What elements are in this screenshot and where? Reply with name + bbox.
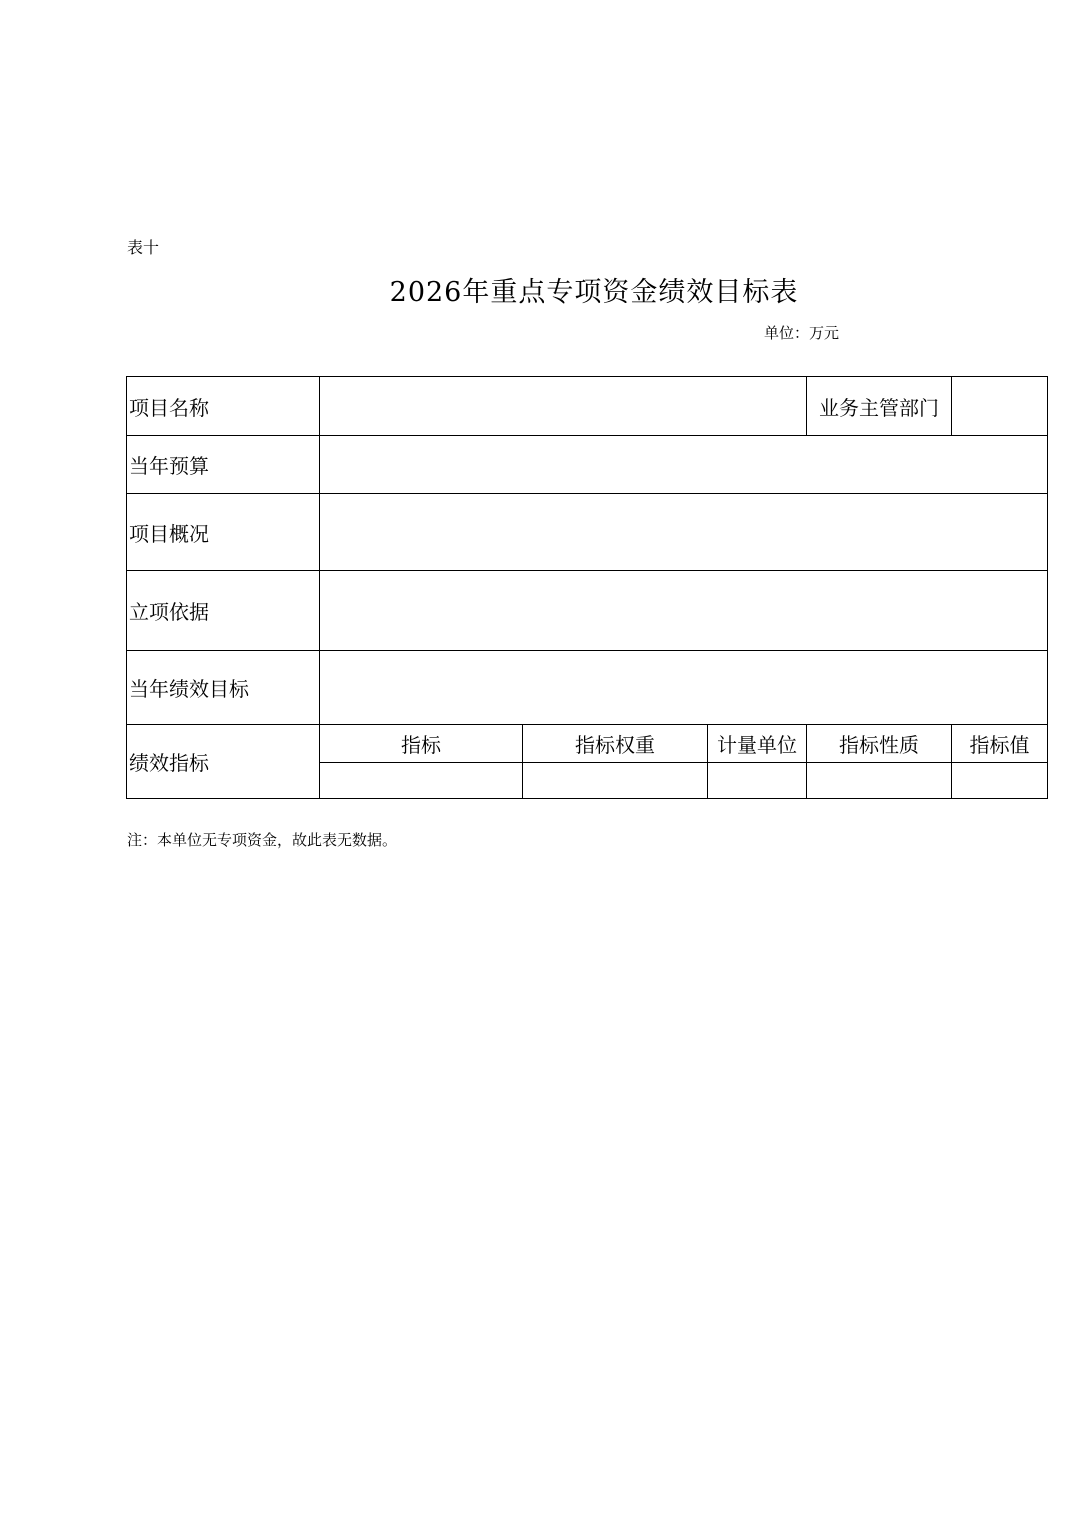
indicator-cell — [320, 763, 523, 799]
indicators-label: 绩效指标 — [127, 725, 320, 799]
budget-cell — [320, 436, 1048, 494]
project-name-cell — [320, 377, 807, 436]
nature-cell — [807, 763, 952, 799]
table-number-label: 表十 — [127, 238, 160, 257]
goal-label: 当年绩效目标 — [127, 651, 320, 725]
table-row — [127, 436, 1048, 494]
table-row — [127, 651, 1048, 725]
overview-cell — [320, 494, 1048, 571]
indicator-weight-column-header: 指标权重 — [523, 725, 708, 763]
table-row — [127, 377, 1048, 436]
table-row — [127, 571, 1048, 651]
department-cell — [952, 377, 1048, 436]
unit-column-header: 计量单位 — [708, 725, 807, 763]
page-title: 2026年重点专项资金绩效目标表 — [389, 277, 799, 308]
goal-cell — [320, 651, 1048, 725]
value-column-header: 指标值 — [952, 725, 1048, 763]
performance-target-table — [126, 376, 1048, 799]
table-row — [127, 725, 1048, 763]
unit-cell — [708, 763, 807, 799]
nature-column-header: 指标性质 — [807, 725, 952, 763]
unit-label: 单位：万元 — [764, 324, 840, 342]
indicator-weight-cell — [523, 763, 708, 799]
indicator-column-header: 指标 — [320, 725, 523, 763]
overview-label: 项目概况 — [127, 494, 320, 571]
project-name-label: 项目名称 — [127, 377, 320, 436]
basis-cell — [320, 571, 1048, 651]
basis-label: 立项依据 — [127, 571, 320, 651]
footnote: 注：本单位无专项资金，故此表无数据。 — [127, 831, 398, 849]
value-cell — [952, 763, 1048, 799]
table-row — [127, 494, 1048, 571]
budget-label: 当年预算 — [127, 436, 320, 494]
department-label: 业务主管部门 — [807, 377, 952, 436]
